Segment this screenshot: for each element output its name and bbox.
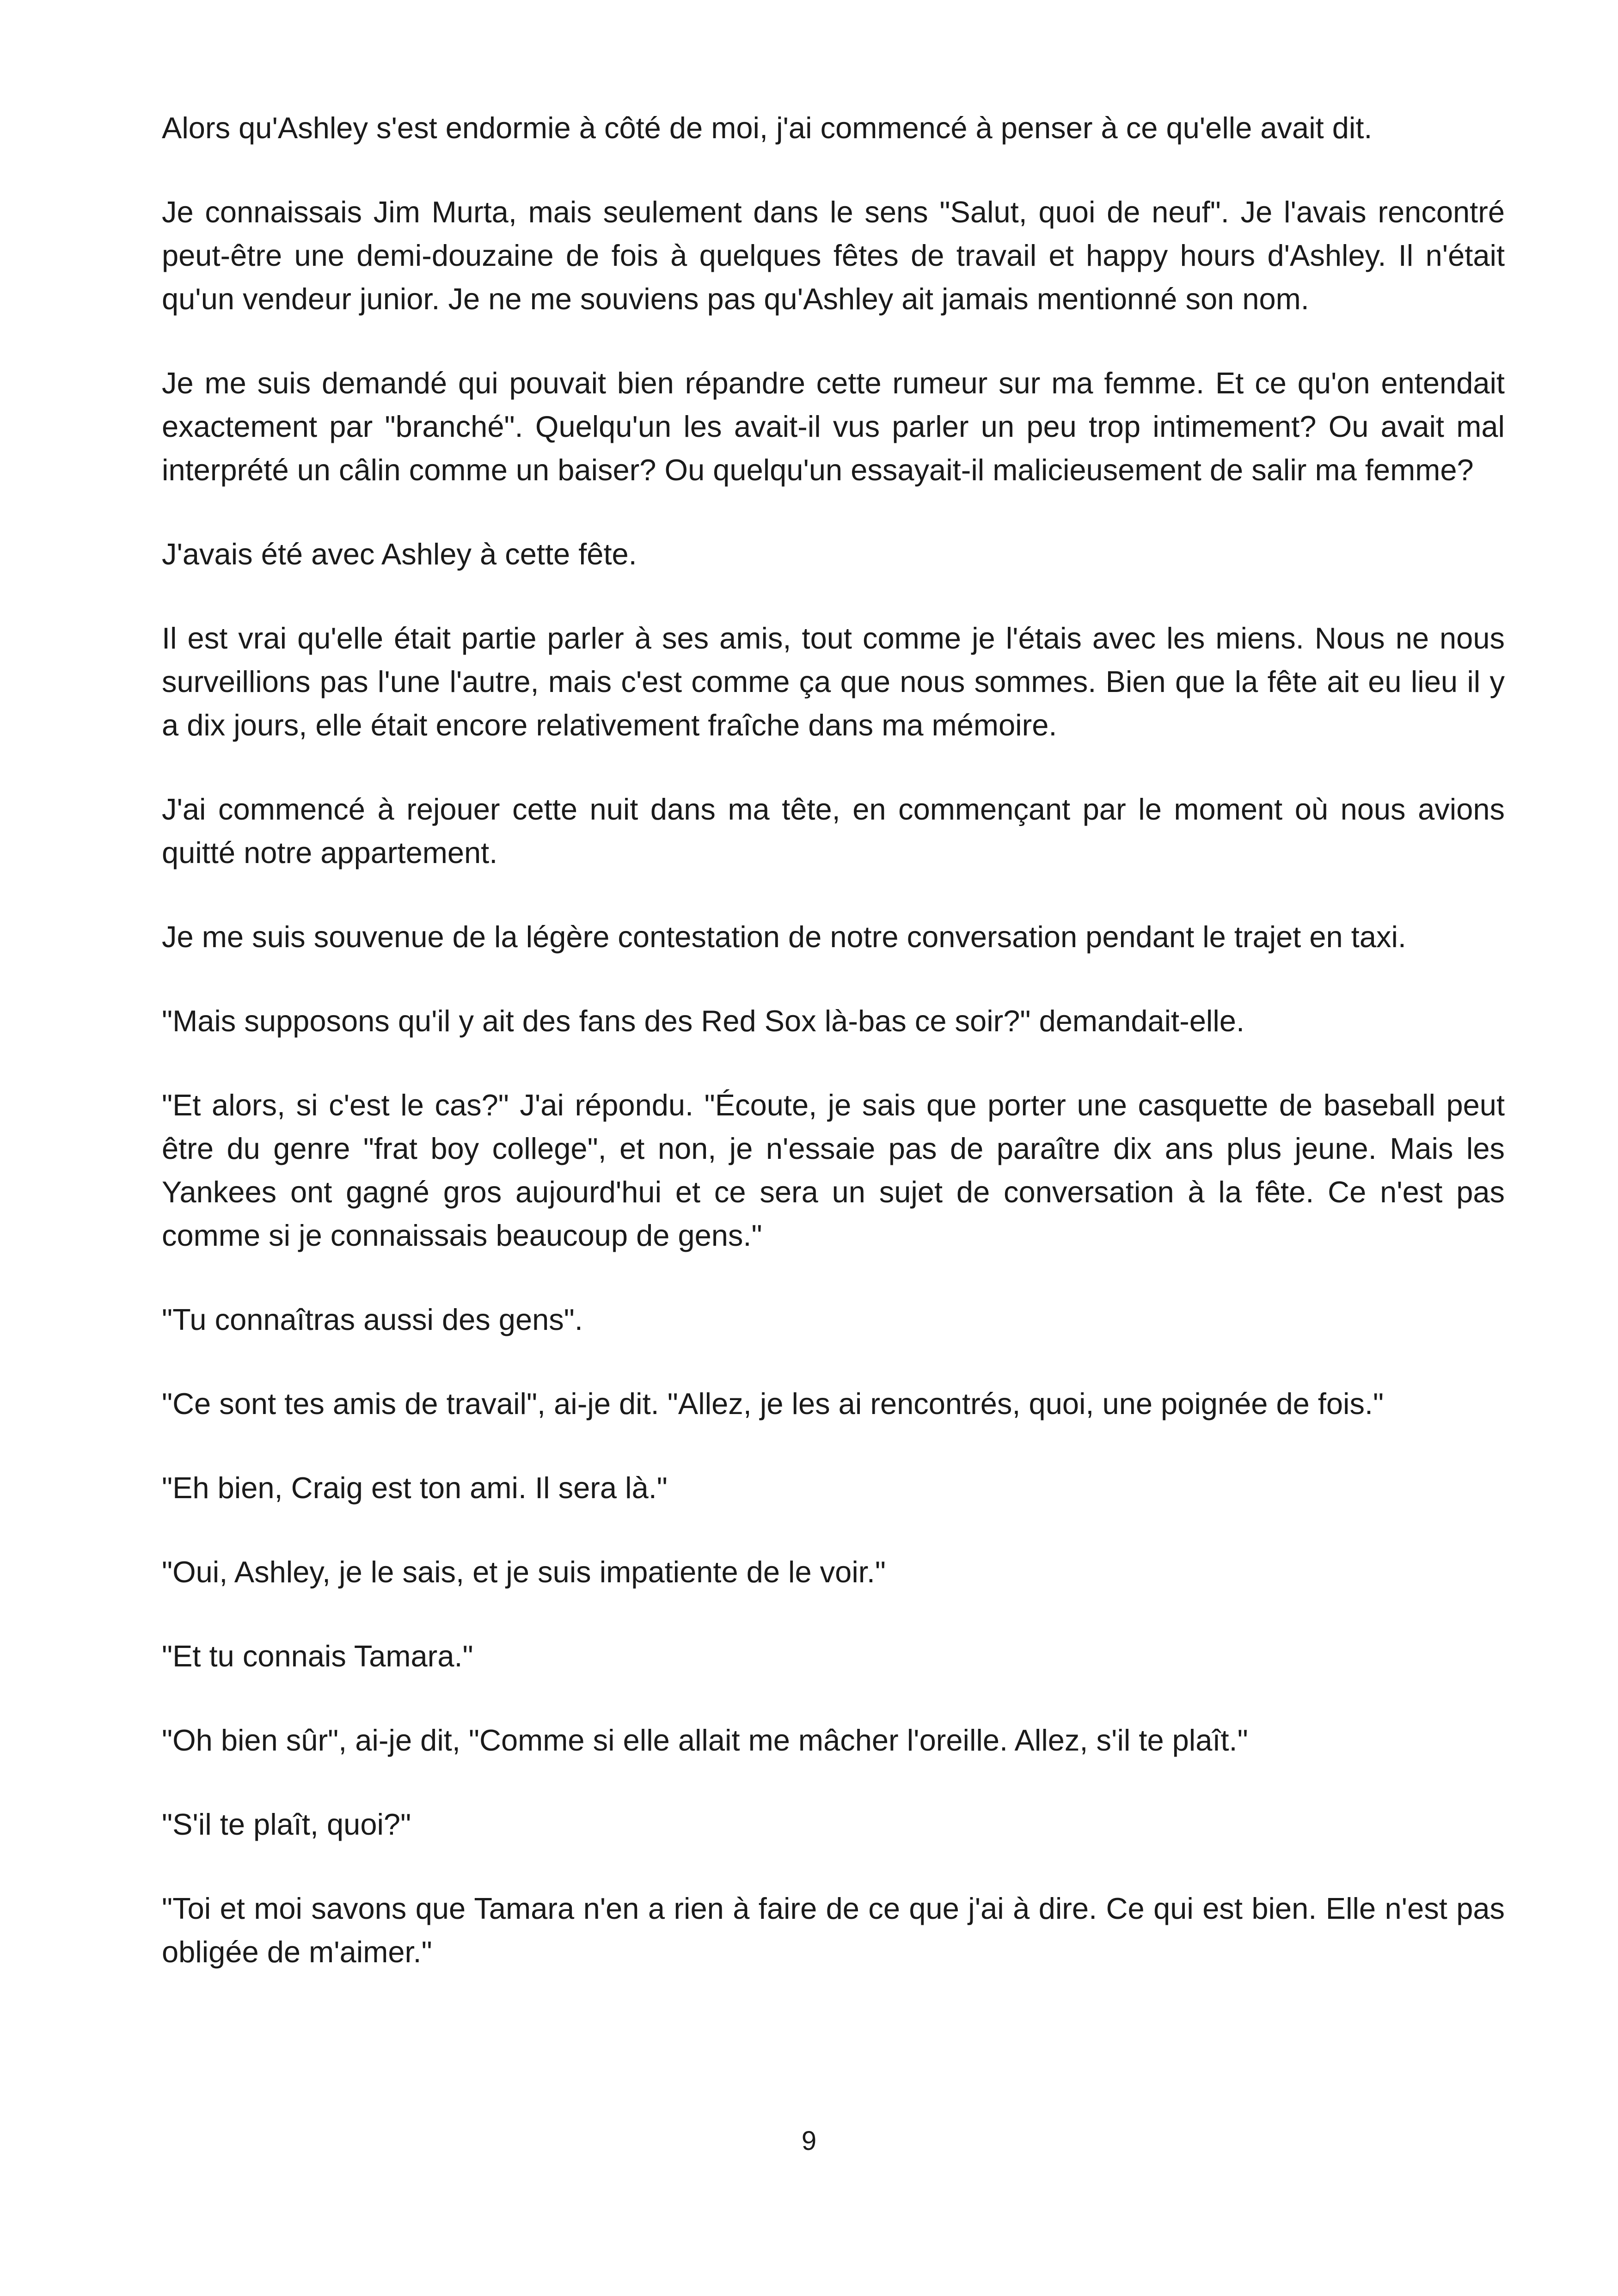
page-number: 9 <box>801 2126 817 2156</box>
paragraph-10: "Tu connaîtras aussi des gens". <box>162 1303 583 1336</box>
paragraph-1: Alors qu'Ashley s'est endormie à côté de moi, j'ai commencé à penser à ce qu'elle avait dit. <box>162 111 1373 145</box>
paragraph-6: J'ai commencé à rejouer cette nuit dans ma tête, en commençant par le moment où nous avions quitté notre appartement. <box>162 792 1505 869</box>
paragraph-3: Je me suis demandé qui pouvait bien répandre cette rumeur sur ma femme. Et ce qu'on entendait exactement par "branché". Quelqu'un les avait-il vus parler un peu trop intimement? Ou avait mal interprété un câlin comme un baiser? Ou quelqu'un essayait-il malicieusement de salir ma femme? <box>162 366 1505 487</box>
paragraph-9: "Et alors, si c'est le cas?" J'ai répondu. "Écoute, je sais que porter une casquette de baseball peut être du genre "frat boy college", et non, je n'essaie pas de paraître dix ans plus jeune. Mais les Yankees ont gagné gros aujourd'hui et ce sera un sujet de conversation à la fête. Ce n'est pas comme si je connaissais beaucoup de gens." <box>162 1088 1505 1252</box>
paragraph-11: "Ce sont tes amis de travail", ai-je dit. "Allez, je les ai rencontrés, quoi, une poignée de fois." <box>162 1387 1384 1420</box>
document-body <box>162 106 1505 2014</box>
paragraph-8: "Mais supposons qu'il y ait des fans des Red Sox là-bas ce soir?" demandait-elle. <box>162 1004 1244 1038</box>
paragraph-13: "Oui, Ashley, je le sais, et je suis impatiente de le voir." <box>162 1555 886 1589</box>
paragraph-2: Je connaissais Jim Murta, mais seulement dans le sens "Salut, quoi de neuf". Je l'avais rencontré peut-être une demi-douzaine de fois à quelques fêtes de travail et happy hours d'Ashley. Il n'était qu'un vendeur junior. Je ne me souviens pas qu'Ashley ait jamais mentionné son nom. <box>162 195 1505 316</box>
paragraph-14: "Et tu connais Tamara." <box>162 1639 473 1673</box>
paragraph-4: J'avais été avec Ashley à cette fête. <box>162 537 637 571</box>
paragraph-7: Je me suis souvenue de la légère contestation de notre conversation pendant le trajet en taxi. <box>162 920 1406 954</box>
paragraph-15: "Oh bien sûr", ai-je dit, "Comme si elle allait me mâcher l'oreille. Allez, s'il te plaît." <box>162 1723 1248 1757</box>
paragraph-12: "Eh bien, Craig est ton ami. Il sera là." <box>162 1471 668 1505</box>
paragraph-5: Il est vrai qu'elle était partie parler à ses amis, tout comme je l'étais avec les miens. Nous ne nous surveillions pas l'une l'autre, mais c'est comme ça que nous sommes. Bien que la fête ait eu lieu il y a dix jours, elle était encore relativement fraîche dans ma mémoire. <box>162 621 1505 742</box>
paragraph-16: "S'il te plaît, quoi?" <box>162 1807 411 1841</box>
paragraph-17: "Toi et moi savons que Tamara n'en a rien à faire de ce que j'ai à dire. Ce qui est bien. Elle n'est pas obligée de m'aimer." <box>162 1892 1505 1969</box>
